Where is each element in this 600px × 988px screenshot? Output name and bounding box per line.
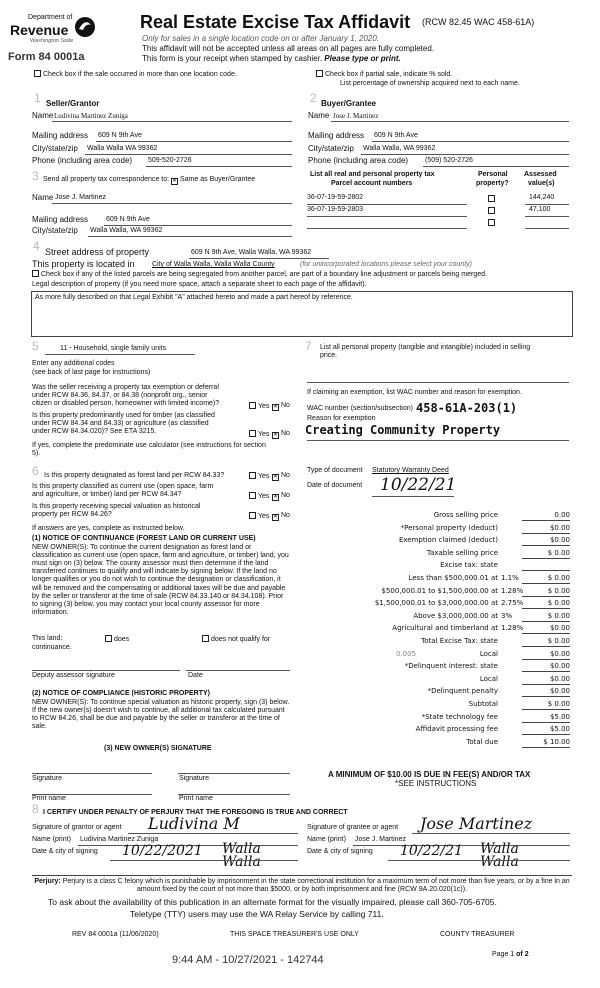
buyer-mail[interactable]: 609 N 9th Ave	[374, 132, 418, 139]
tax-row-value[interactable]: 0.00	[522, 511, 570, 521]
grantor-city[interactable]: Walla Walla	[222, 841, 261, 870]
tax-rate: 3%	[501, 612, 513, 620]
additional-codes-note: (see back of last page for instructions)	[32, 369, 151, 376]
buyer-name-label: Name	[308, 111, 330, 120]
historic-no-check[interactable]: ✕ No	[272, 512, 290, 521]
land-use-code[interactable]: 11 - Household, single family units	[60, 345, 167, 352]
exemption-no-check[interactable]: ✕ No	[272, 402, 290, 411]
segregation-check[interactable]: Check box if any of the listed parcels are being segregated from another parcel, are part of a boundary line adjustment or parcels being merged.	[32, 270, 487, 279]
tax-row-label: Gross selling price	[433, 511, 498, 519]
tax-rate: 1.28%	[501, 587, 524, 595]
tax-row-value[interactable]: $ 0.00	[522, 549, 570, 559]
tax-row-value[interactable]: $ 0.00	[522, 599, 570, 609]
location-label: This property is located in	[32, 259, 135, 269]
assessed-heading-2: value(s)	[528, 180, 555, 187]
deputy-signature-label: Deputy assessor signature	[32, 672, 115, 679]
buyer-heading: Buyer/Grantee	[321, 99, 377, 108]
seller-heading: Seller/Grantor	[46, 99, 100, 108]
continuance-heading: (1) NOTICE OF CONTINUANCE (FOREST LAND OR CURRENT USE)	[32, 535, 256, 542]
tax-row-label: *Delinquent interest: state	[404, 662, 498, 670]
seller-mail-label: Mailing address	[32, 131, 89, 140]
tax-rate: 1.1%	[501, 574, 519, 582]
form-number: Form 84 0001a	[8, 51, 85, 63]
exemption-claim-note: If claiming an exemption, list WAC number and reason for exemption.	[307, 389, 522, 396]
predominate-use-note: If yes, complete the predominate use calculator (see instructions for section 5).	[32, 442, 266, 458]
location-select[interactable]: City of Walla Walla, Walla Walla County	[152, 261, 275, 268]
tax-row-label: Subtotal	[468, 700, 498, 708]
section-7-number: 7	[305, 339, 312, 353]
perjury-notice: Perjury: Perjury is a class C felony which is punishable by imprisonment in the state correctional institution for a maximum term of not more than five years, or by a fine in an amount fixed by the court of not more than $5000, or by both imprisonment and fine (RCW 9A.20.020(1c)).	[32, 875, 572, 894]
tax-row-value[interactable]: $ 0.00	[522, 574, 570, 584]
exemption-question: Was the seller receiving a property tax exemption or deferral under RCW 84.36, 84.37, or 84.38 (nonprofit org., senior citizen or disabled person, homeowner with limited income)?	[32, 384, 220, 408]
assessed-value: 144,240	[529, 194, 555, 201]
parcel-number: 36-07-19-59-2803	[307, 206, 364, 213]
grantee-sig-label: Signature of grantee or agent	[307, 824, 399, 831]
tax-row-label: $1,500,000.01 to $3,000,000.00 at	[374, 599, 498, 607]
corr-mail-label: Mailing address	[32, 215, 89, 224]
wac-number[interactable]: 458-61A-203(1)	[416, 401, 518, 415]
partial-sale-check[interactable]: Check box if partial sale, indicate % sold.	[316, 70, 452, 79]
tax-row-label: Local	[479, 675, 498, 683]
tax-row-label: *State technology fee	[421, 713, 498, 721]
tax-row-value[interactable]: $0.00	[522, 536, 570, 546]
cashier-stamp: 9:44 AM - 10/27/2021 - 142744	[172, 954, 324, 966]
tax-row-value[interactable]: $ 10.00	[522, 738, 570, 748]
header-line-1: Only for sales in a single location code on or after January 1, 2020.	[142, 34, 380, 43]
continuance-label: continuance.	[32, 644, 72, 651]
personal-heading-2: property?	[476, 180, 509, 187]
buyer-city[interactable]: Walla Walla, WA 99362	[363, 145, 436, 152]
tax-row-label: $500,000.01 to $1,500,000.00 at	[381, 587, 498, 595]
tax-row-label: Exemption claimed (deduct)	[398, 536, 498, 544]
parcels-heading-2: Parcel account numbers	[331, 180, 413, 187]
section-1-number: 1	[34, 91, 41, 105]
grantor-print-name[interactable]: Ludivina Martinez Zuniga	[80, 836, 159, 843]
current-use-yes-check[interactable]: Yes	[249, 492, 269, 501]
header-line-2: This affidavit will not be accepted unless all areas on all pages are fully completed.	[142, 44, 435, 53]
revenue-wordmark: Revenue	[10, 22, 69, 38]
personal-property-list-label: List all personal property (tangible and intangible) included in selling price.	[320, 344, 531, 360]
dept-of: Department of	[28, 14, 73, 21]
legal-description-text: As more fully described on that Legal Exhibit "A" attached hereto and made a part hereof by reference.	[35, 294, 353, 301]
form-revision: REV 84 0001a (11/06/2020)	[72, 931, 159, 938]
timber-question: Is this property predominantly used for timber (as classified under RCW 84.34 and 84.33) or agriculture (as classified under RCW 84.34.020)? See ETA 3215.	[32, 412, 215, 436]
legal-description-note: Legal description of property (if you need more space, attach a separate sheet to each page of the affidavit).	[32, 281, 367, 288]
section-6-number: 6	[32, 464, 39, 478]
seller-phone-label: Phone (including area code)	[32, 156, 133, 165]
revenue-swirl-icon	[74, 16, 96, 38]
personal-property-check[interactable]	[488, 207, 495, 214]
correspondence-check[interactable]: Send all property tax correspondence to: ✕ Same as Buyer/Grantee	[43, 176, 255, 185]
seller-city-label: City/state/zip	[32, 144, 78, 153]
accessibility-line-1: To ask about the availability of this publication in an alternate format for the visually impaired, please call 360-705-6705.	[48, 897, 497, 907]
certify-heading: I CERTIFY UNDER PENALTY OF PERJURY THAT THE FOREGOING IS TRUE AND CORRECT	[43, 809, 348, 816]
tax-row-label: *Delinquent penalty	[427, 687, 498, 695]
parcel-number: 36-07-19-59-2802	[307, 194, 364, 201]
section-3-number: 3	[32, 169, 39, 183]
timber-yes-check[interactable]: Yes	[249, 430, 269, 439]
page-title: Real Estate Excise Tax Affidavit	[140, 12, 411, 32]
qualifies-check[interactable]: does	[105, 635, 129, 644]
tax-row-value[interactable]: $0.00	[522, 650, 570, 660]
personal-property-check[interactable]	[488, 195, 495, 202]
tax-row-value[interactable]: $ 0.00	[522, 587, 570, 597]
dor-logo	[8, 12, 98, 52]
exemption-yes-check[interactable]: Yes	[249, 402, 269, 411]
treasurer-space: THIS SPACE TREASURER'S USE ONLY	[230, 931, 359, 938]
grantee-date[interactable]: 10/22/21	[400, 843, 463, 859]
street-label: Street address of property	[45, 247, 150, 257]
reason-label: Reason for exemption	[307, 415, 376, 422]
tax-row-label: Total due	[466, 738, 498, 746]
tax-row-label: Total Excise Tax: state	[421, 637, 498, 645]
grantee-print-name[interactable]: Jose J. Martinez	[355, 836, 406, 843]
if-yes-note: If answers are yes, complete as instructed below.	[32, 525, 185, 532]
tax-row-value[interactable]: $0.00	[522, 675, 570, 685]
wac-label: WAC number (section/subsection)	[307, 405, 413, 412]
not-qualify-check[interactable]: does not qualify for	[202, 635, 270, 644]
tax-row-value[interactable]: $5.00	[522, 713, 570, 723]
buyer-name[interactable]: Jose J. Martinez	[333, 112, 379, 120]
exemption-reason[interactable]: Creating Community Property	[305, 423, 501, 437]
tax-row-label: Affidavit processing fee	[415, 725, 498, 733]
buyer-city-label: City/state/zip	[308, 144, 354, 153]
parcel-row[interactable]	[307, 194, 569, 206]
tax-row-value[interactable]: $ 0.00	[522, 637, 570, 647]
parcel-row[interactable]	[307, 206, 569, 218]
seller-name[interactable]: Ludivina Martinez Zuniga	[54, 112, 128, 120]
grantor-print-label: Name (print)	[32, 836, 71, 843]
continuance-text: NEW OWNER(S): To continue the current designation as forest land or classification as current use (open space, farm and agriculture, or timber) land, you must sign on (3) below. The county assessor must then determine if the land transferred continues to qualify and will indicate by signing below. If the land no longer qualifies or you do not wish to continue the designation or classification, it will be removed and the compensating or additional taxes will be due and payable by the seller or transferor at the time of sale (RCW 84.33.140 or 84.34.108). Prior to signing (3) below, you may contact your local county assessor for more information.	[32, 544, 289, 616]
rcw-ref: (RCW 82.45 WAC 458-61A)	[422, 17, 535, 27]
seller-phone[interactable]: 509-520-2726	[148, 157, 192, 164]
see-instructions: *SEE INSTRUCTIONS	[395, 779, 477, 788]
grantor-signature[interactable]: Ludivina M	[148, 814, 240, 833]
doc-date-label: Date of document	[307, 482, 363, 489]
page-number: Page 1 of 2	[492, 951, 529, 958]
historic-yes-check[interactable]: Yes	[249, 512, 269, 521]
owner-signature-label-2: Signature	[179, 775, 209, 782]
corr-mail[interactable]: 609 N 9th Ave	[106, 216, 150, 223]
current-use-question: Is this property classified as current use (open space, farm and agriculture, or timber) land per RCW 84.34?	[32, 483, 214, 499]
tax-rate: 1.28%	[501, 624, 524, 632]
buyer-phone-label: Phone (including area code)	[308, 156, 409, 165]
doc-type-label: Type of document	[307, 467, 363, 474]
legal-description-box[interactable]	[31, 291, 573, 337]
tax-row-value[interactable]: $0.00	[522, 662, 570, 672]
street-value[interactable]: 609 N 9th Ave, Walla Walla, WA 99362	[191, 249, 312, 256]
timber-no-check[interactable]: ✕ No	[272, 430, 290, 439]
tax-row-label: Above $3,000,000.00 at	[413, 612, 498, 620]
corr-city-label: City/state/zip	[32, 226, 78, 235]
additional-codes-label: Enter any additional codes	[32, 360, 115, 367]
compliance-heading: (2) NOTICE OF COMPLIANCE (HISTORIC PROPERTY)	[32, 690, 210, 697]
buyer-phone[interactable]: (509) 520-2726	[425, 157, 473, 164]
tax-row-value[interactable]: $0.00	[522, 524, 570, 534]
tax-rate: 0.005	[396, 650, 417, 658]
header-line-3: This form is your receipt when stamped by cashier. Please type or print.	[142, 54, 401, 63]
corr-city[interactable]: Walla Walla, WA 99362	[90, 227, 163, 234]
wa-state: Washington State	[30, 38, 74, 44]
tax-row-value[interactable]: $5.00	[522, 725, 570, 735]
grantee-date-label: Date & city of signing	[307, 848, 373, 855]
grantor-date[interactable]: 10/22/2021	[122, 843, 203, 859]
section-8-number: 8	[32, 802, 39, 816]
new-owner-sig-heading: (3) NEW OWNER(S) SIGNATURE	[104, 745, 212, 752]
accessibility-line-2: Teletype (TTY) users may use the WA Relay Service by calling 711.	[130, 909, 384, 919]
section-4-number: 4	[33, 239, 40, 253]
tax-row-label: *Personal property (deduct)	[400, 524, 498, 532]
parcels-heading-1: List all real and personal property tax	[310, 171, 435, 178]
personal-property-check[interactable]	[488, 219, 495, 226]
tax-row-label: Taxable selling price	[426, 549, 498, 557]
seller-name-label: Name	[32, 111, 54, 120]
buyer-mail-label: Mailing address	[308, 131, 365, 140]
tax-row-value[interactable]: $0.00	[522, 624, 570, 634]
section-2-number: 2	[310, 91, 317, 105]
current-use-no-check[interactable]: ✕ No	[272, 492, 290, 501]
section-5-number: 5	[32, 339, 39, 353]
partial-sale-note: List percentage of ownership acquired next to each name.	[340, 80, 520, 87]
tax-rate: 2.75%	[501, 599, 524, 607]
historic-question: Is this property receiving special valuation as historical property per RCW 84.26?	[32, 503, 201, 519]
owner-signature-label: Signature	[32, 775, 62, 782]
this-land-label: This land:	[32, 635, 63, 642]
minimum-due-note: A MINIMUM OF $10.00 IS DUE IN FEE(S) AND/OR TAX	[328, 770, 531, 779]
grantor-sig-label: Signature of grantor or agent	[32, 824, 122, 831]
assessed-heading-1: Assessed	[524, 171, 557, 178]
location-note: (for unincorporated locations please select your county)	[300, 261, 472, 268]
owner-print-name-label-2: Print name	[179, 795, 213, 802]
deputy-date-label: Date	[188, 672, 203, 679]
forest-question: Is this property designated as forest land per RCW 84.33?	[44, 472, 225, 479]
assessed-value: 47,100	[529, 206, 551, 213]
personal-heading-1: Personal	[478, 171, 508, 178]
tax-row-label: Excise tax: state	[440, 561, 498, 569]
doc-date[interactable]: 10/22/21	[380, 475, 457, 495]
forest-no-check[interactable]: ✕ No	[272, 472, 290, 481]
seller-city[interactable]: Walla Walla WA 99362	[87, 145, 158, 152]
corr-name[interactable]: Jose J. Martinez	[55, 194, 106, 201]
grantee-print-label: Name (print)	[307, 836, 346, 843]
forest-yes-check[interactable]: Yes	[249, 472, 269, 481]
parcel-row[interactable]	[307, 218, 569, 230]
tax-row-value[interactable]: $ 0.00	[522, 700, 570, 710]
corr-name-label: Name	[32, 193, 54, 202]
seller-mail[interactable]: 609 N 9th Ave	[98, 132, 142, 139]
multi-location-check[interactable]: Check box if the sale occurred in more than one location code.	[34, 70, 237, 79]
owner-print-name-label: Print name	[32, 795, 66, 802]
compliance-text: NEW OWNER(S): To continue special valuation as historic property, sign (3) below. If the new owner(s) doesn't wish to continue, all additional tax calculated pursuant to RCW 84.26, shall be due and payable by the seller or transferor at the time of sale.	[32, 699, 290, 731]
doc-type[interactable]: Statutory Warranty Deed	[372, 467, 449, 474]
tax-row-value[interactable]: $0.00	[522, 687, 570, 697]
tax-row-label: Local	[479, 650, 498, 658]
county-treasurer: COUNTY TREASURER	[440, 931, 515, 938]
tax-row-value[interactable]: $ 0.00	[522, 612, 570, 622]
tax-row-label: Agricultural and timberland at	[392, 624, 498, 632]
grantee-city[interactable]: Walla Walla	[480, 841, 519, 870]
grantee-signature[interactable]: Jose Martinez	[420, 814, 533, 833]
grantor-date-label: Date & city of signing	[32, 848, 98, 855]
tax-row-label: Less than $500,000.01 at	[408, 574, 498, 582]
tax-row-value	[522, 561, 570, 571]
